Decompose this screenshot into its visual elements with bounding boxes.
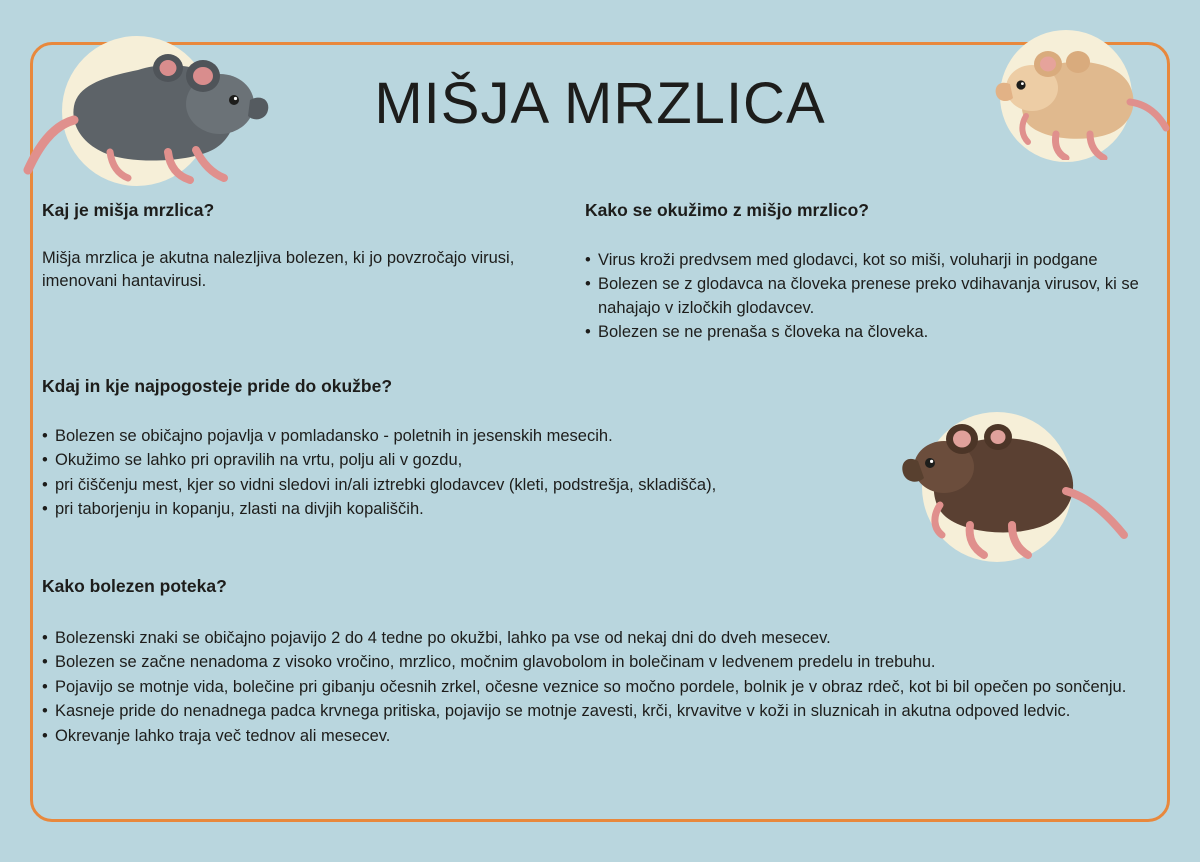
section-infection-list <box>585 249 1175 345</box>
list-item: • Bolezen se ne prenaša s človeka na človeka. <box>585 321 1175 344</box>
list-item: • Virus kroži predvsem med glodavci, kot so miši, voluharji in podgane <box>585 249 1175 272</box>
section-what-is <box>42 200 522 294</box>
section-what-is-heading: Kaj je mišja mrzlica? <box>42 200 215 220</box>
section-when-where-heading: Kdaj in kje najpogosteje pride do okužbe? <box>42 376 393 396</box>
list-item: • Pojavijo se motnje vida, bolečine pri gibanju očesnih zrkel, očesne veznice so močno pordele, bolnik je v obraz rdeč, kot bi bil opečen po sončenju. <box>42 676 1132 699</box>
list-item: • Bolezen se začne nenadoma z visoko vročino, mrzlico, močnim glavobolom in bolečinam v ledvenem predelu in trebuhu. <box>42 651 1132 674</box>
section-infection <box>585 200 1175 346</box>
list-item: • pri čiščenju mest, kjer so vidni sledovi in/ali iztrebki glodavcev (kleti, podstrešja, skladišča), <box>42 474 892 497</box>
page-title: MIŠJA MRZLICA <box>374 71 826 136</box>
list-item: • Okrevanje lahko traja več tednov ali mesecev. <box>42 725 1132 748</box>
section-infection-heading: Kako se okužimo z mišjo mrzlico? <box>585 200 869 220</box>
section-disease-course-list <box>42 627 1132 748</box>
section-what-is-text: Mišja mrzlica je akutna nalezljiva bolezen, ki jo povzročajo virusi, imenovani hantavirusi. <box>42 249 515 291</box>
section-when-where <box>42 376 892 523</box>
list-item: • Bolezen se z glodavca na človeka prenese preko vdihavanja virusov, ki se nahajajo v izločkih glodavcev. <box>585 273 1175 320</box>
list-item: • pri taborjenju in kopanju, zlasti na divjih kopališčih. <box>42 498 892 521</box>
section-when-where-list <box>42 425 892 522</box>
list-item: • Okužimo se lahko pri opravilih na vrtu, polju ali v gozdu, <box>42 449 892 472</box>
list-item: • Kasneje pride do nenadnega padca krvnega pritiska, pojavijo se motnje zavesti, krči, krvavitve v koži in sluznicah in akutna odpoved ledvic. <box>42 700 1132 723</box>
section-disease-course <box>42 576 1132 749</box>
section-disease-course-heading: Kako bolezen poteka? <box>42 576 227 596</box>
list-item: • Bolezen se običajno pojavlja v pomladansko - poletnih in jesenskih mesecih. <box>42 425 892 448</box>
list-item: • Bolezenski znaki se običajno pojavijo 2 do 4 tedne po okužbi, lahko pa vse od nekaj dni do dveh mesecev. <box>42 627 1132 650</box>
